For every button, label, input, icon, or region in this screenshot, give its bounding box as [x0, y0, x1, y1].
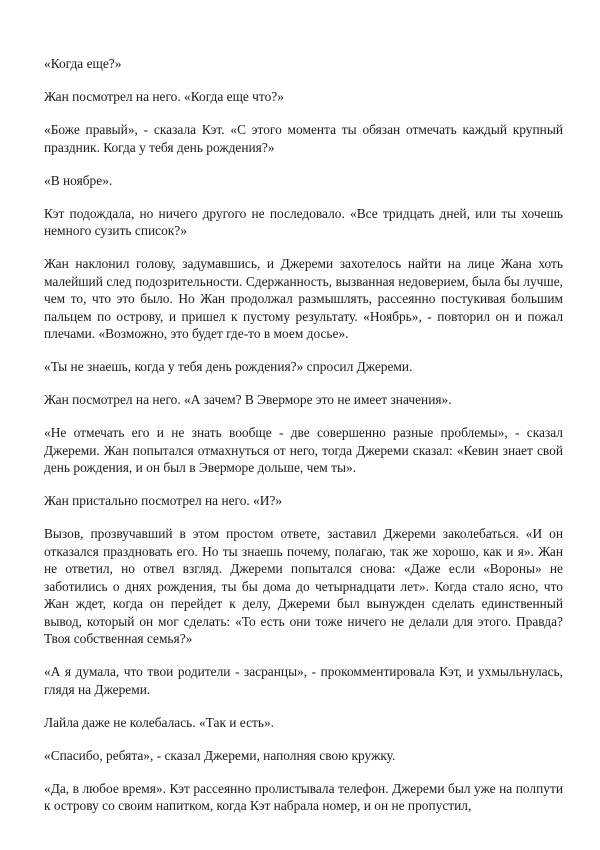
paragraph: Жан пристально посмотрел на него. «И?»: [44, 493, 283, 508]
paragraph: Кэт подождала, но ничего другого не последовало. «Все тридцать дней, или ты хочешь немного сузить список?»: [44, 205, 563, 238]
paragraph: «Да, в любое время». Кэт рассеянно пролистывала телефон. Джереми был уже на полпути к острову со своим напитком, когда Кэт набрала номер, и он не пропустил,: [44, 780, 563, 813]
paragraph: «А я думала, что твои родители - засранцы», - прокомментировала Кэт, и ухмыльнулась, глядя на Джереми.: [44, 664, 563, 697]
document-body: [44, 55, 563, 830]
paragraph: «Боже правый», - сказала Кэт. «С этого момента ты обязан отмечать каждый крупный праздник. Когда у тебя день рождения?»: [44, 122, 563, 155]
paragraph: «Не отмечать его и не знать вообще - две совершенно разные проблемы», - сказал Джереми. Жан попытался отмахнуться от него, тогда Джереми сказал: «Кевин знает свой день рождения, и он был в Эверморе дольше, чем ты».: [44, 425, 563, 475]
paragraph: Жан посмотрел на него. «Когда еще что?»: [44, 89, 284, 104]
paragraph: «Ты не знаешь, когда у тебя день рождения?» спросил Джереми.: [44, 359, 413, 374]
paragraph: Лайла даже не колебалась. «Так и есть».: [44, 714, 275, 730]
paragraph: Вызов, прозвучавший в этом простом ответе, заставил Джереми заколебаться. «И он отказался праздновать его. Но ты знаешь почему, полагаю, так же хорошо, как и я». Жан не ответил, но отвел взгляд. Джереми попытался снова: «Даже если «Вороны» не заботились о днях рождения, ты бы дома до четырнадцати лет». Когда стало ясно, что Жан ждет, когда он перейдет к делу, Джереми был вынужден сделать единственный вывод, который он мог сделать: «То есть они тоже ничего не делали для этого. Правда? Твоя собственная семья?»: [44, 526, 563, 646]
paragraph: «Когда еще?»: [44, 56, 122, 71]
paragraph: Жан наклонил голову, задумавшись, и Джереми захотелось найти на лице Жана хоть малейший след подозрительности. Сдержанность, вызванная недоверием, была бы лучше, чем то, что это было. Но Жан продолжал размышлять, рассеянно постукивая большим пальцем по острову, и пришел к пустому результату. «Ноябрь», - повторил он и пожал плечами. «Возможно, это будет где-то в моем досье».: [44, 256, 563, 341]
paragraph: Жан посмотрел на него. «А зачем? В Эверморе это не имеет значения».: [44, 392, 452, 407]
paragraph: «В ноябре».: [44, 172, 113, 188]
paragraph: «Спасибо, ребята», - сказал Джереми, наполняя свою кружку.: [44, 747, 396, 763]
